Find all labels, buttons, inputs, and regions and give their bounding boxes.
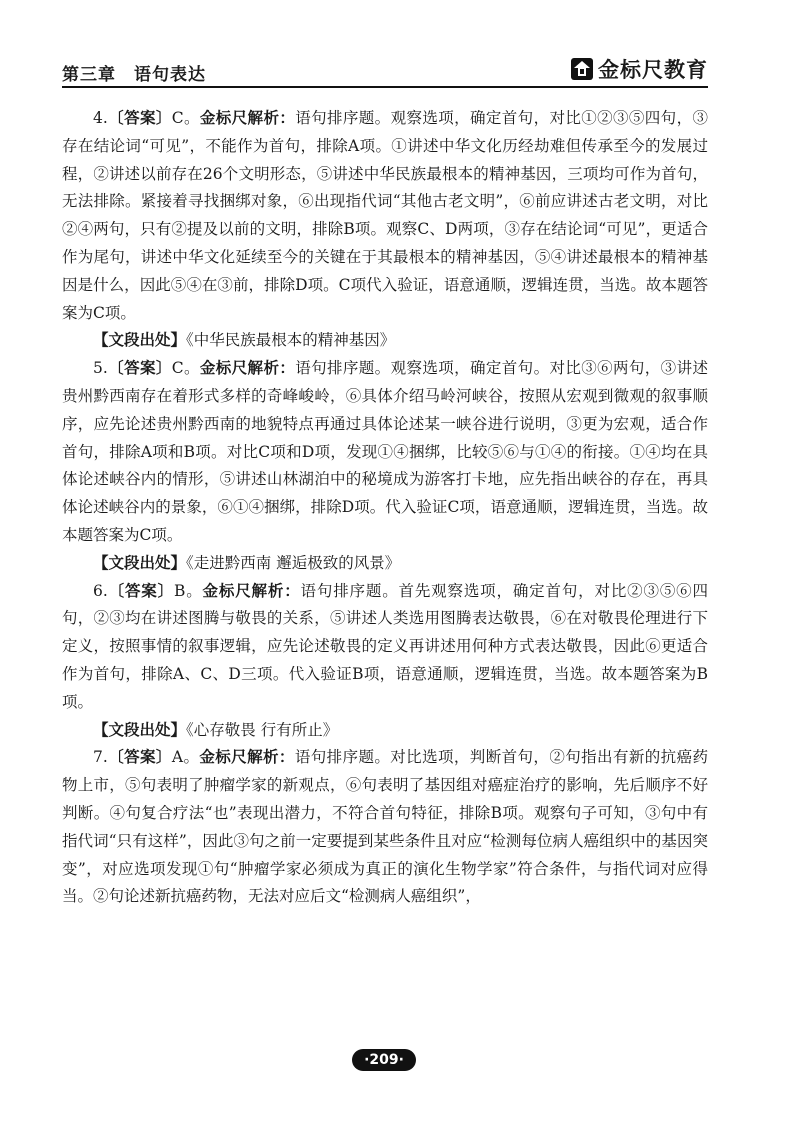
source-4 [62, 327, 708, 355]
answer-explanations [62, 105, 708, 911]
item-number: 4. [93, 109, 108, 127]
brand-name: 金标尺教育 [598, 58, 708, 82]
answer-value: C。 [171, 359, 200, 378]
section-title: 语句表达 [134, 65, 206, 85]
answer-value: C。 [171, 109, 200, 127]
source-label: 【文段出处】 [93, 553, 187, 572]
source-5 [62, 550, 708, 578]
item-number: 7. [93, 748, 108, 767]
answer-item-7 [62, 744, 708, 911]
analysis-label: 金标尺解析： [199, 748, 295, 767]
answer-label: 〔答案〕 [107, 359, 172, 378]
answer-item-6 [62, 578, 708, 717]
answer-item-5 [62, 355, 708, 550]
answer-label: 〔答案〕 [107, 581, 174, 600]
source-label: 【文段出处】 [93, 331, 187, 350]
source-title: 《中华民族最根本的精神基因》 [186, 331, 396, 350]
analysis-label: 金标尺解析： [202, 581, 301, 600]
chapter-number: 第三章 [62, 65, 116, 85]
answer-label: 〔答案〕 [107, 109, 172, 127]
chapter-title [62, 60, 206, 85]
analysis-text: 语句排序题。首先观察选项，确定首句，对比②③⑤⑥四句，②③均在讲述图腾与敬畏的关系，⑤讲述人类选用图腾表达敬畏，⑥在对敬畏伦理进行下定义，按照事情的叙事逻辑，应先论述敬畏的定义再讲述用何种方式表达敬畏，因此⑥更适合作为首句，排除A、C、D三项。代入验证B项，语意通顺，逻辑连贯，当选。故本题答案为B项。 [62, 581, 708, 711]
source-6 [62, 717, 708, 745]
source-label: 【文段出处】 [93, 720, 187, 739]
item-number: 6. [93, 581, 108, 600]
analysis-text: 语句排序题。对比选项，判断首句，②句指出有新的抗癌药物上市，⑤句表明了肿瘤学家的新观点，⑥句表明了基因组对癌症治疗的影响，先后顺序不好判断。④句复合疗法“也”表现出潜力，不符合首句特征，排除B项。观察句子可知，③句中有指代词“只有这样”，因此③句之前一定要提到某些条件且对应“检测每位病人癌组织中的基因突变”，对应选项发现①句“肿瘤学家必须成为真正的演化生物学家”符合条件，与指代词对应得当。②句论述新抗癌药物，无法对应后文“检测病人癌组织”， [62, 748, 708, 906]
analysis-label: 金标尺解析： [199, 109, 296, 127]
brand-mark-icon [570, 57, 594, 81]
source-title: 《心存敬畏 行有所止》 [186, 720, 339, 739]
analysis-text: 语句排序题。观察选项，确定首句。对比③⑥两句，③讲述贵州黔西南存在着形式多样的奇峰峻岭，⑥具体介绍马岭河峡谷，按照从宏观到微观的叙事顺序，应先论述贵州黔西南的地貌特点再通过具体论述某一峡谷进行说明，③更为宏观，适合作首句，排除A项和B项。对比C项和D项，发现①④捆绑，比较⑤⑥与①④的衔接。①④均在具体论述峡谷内的情形，⑤讲述山林湖泊中的秘境成为游客打卡地，应先指出峡谷的存在，再具体论述峡谷内的景象，⑥①④捆绑，排除D项。代入验证C项，语意通顺，逻辑连贯，当选。故本题答案为C项。 [62, 359, 708, 544]
analysis-label: 金标尺解析： [199, 359, 296, 378]
answer-value: A。 [171, 748, 200, 767]
source-title: 《走进黔西南 邂逅极致的风景》 [186, 553, 401, 572]
page-header [62, 54, 708, 88]
header-divider [62, 86, 708, 88]
brand-logo [570, 56, 708, 82]
page-number: ·209· [352, 1049, 416, 1071]
answer-item-4 [62, 105, 708, 327]
answer-value: B。 [173, 581, 203, 600]
answer-label: 〔答案〕 [107, 748, 172, 767]
analysis-text: 语句排序题。观察选项，确定首句，对比①②③⑤四句，③存在结论词“可见”，不能作为首句，排除A项。①讲述中华文化历经劫难但传承至今的发展过程，②讲述以前存在26个文明形态，⑤讲述中华民族最根本的精神基因，三项均可作为首句，无法排除。紧接着寻找捆绑对象，⑥出现指代词“其他古老文明”，⑥前应讲述古老文明，对比②④两句，只有②提及以前的文明，排除B项。观察C、D两项，③存在结论词“可见”，更适合作为尾句，讲述中华文化延续至今的关键在于其最根本的精神基因，⑤④讲述最根本的精神基因是什么，因此⑤④在③前，排除D项。C项代入验证，语意通顺，逻辑连贯，当选。故本题答案为C项。 [62, 109, 708, 322]
item-number: 5. [93, 359, 108, 378]
